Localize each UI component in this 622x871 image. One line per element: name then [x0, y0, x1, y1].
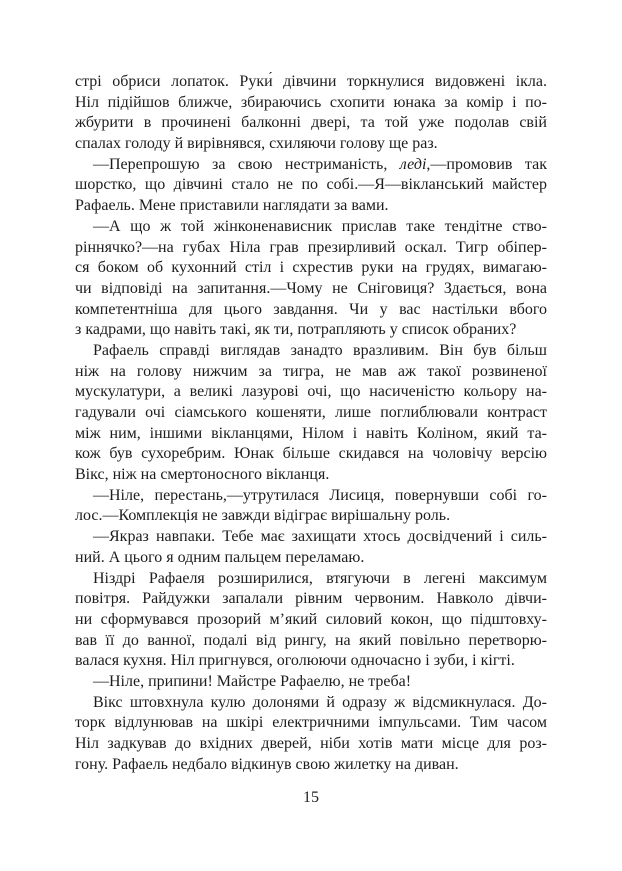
text-line: ни сформувався прозорий м’який силовий кокон, що підштовху- — [75, 610, 547, 628]
text-line: лос.—Комплекція не завжди відіграє вирішальну роль. — [75, 507, 451, 525]
text-line: мускулатури, а великі лазурові очі, що насиченістю кольору на- — [75, 383, 547, 401]
text-line: гадували очі сіамського кошеняти, лише поглиблювали контраст — [75, 404, 547, 421]
text-line: —Ніле, перестань,—утрутилася Лисиця, повернувши собі го- — [93, 486, 547, 504]
text-line: Ніл задкував до вхідних дверей, ніби хотів мати місце для роз- — [75, 735, 547, 752]
text-line: компетентніша для цього завдання. Чи у вас настільки вбого — [75, 300, 547, 318]
text-line: ся боком об кухонний стіл і схрестив руки на грудях, вимагаю- — [75, 259, 547, 277]
text-line: торк відлунював на шкірі електричними імпульсами. Тим часом — [75, 714, 547, 732]
page-text — [75, 72, 547, 775]
text-line: жбурити в прочинені балконні двері, та той уже подолав свій — [75, 114, 547, 132]
text-line: —Якраз навпаки. Тебе має захищати хтось досвідчений і силь- — [93, 528, 547, 546]
text-line: стрі обриси лопаток. Руки́ дівчини торкнулися видовжені ікла. — [75, 73, 547, 90]
text-line: —Перепрошую за свою нестриманість, леді,—промовив так — [93, 155, 547, 173]
text-line: між ним, іншими вікланцями, Нілом і навіть Коліном, який та- — [75, 424, 547, 442]
text-line: повітря. Райдужки запалали рівним червоним. Навколо дівчи- — [75, 590, 547, 608]
text-line: шорстко, що дівчині стало не по собі.—Я—вікланський майстер — [75, 176, 547, 194]
text-line: ріннячко?—на губах Ніла грав презирливий оскал. Тигр обіпер- — [75, 238, 547, 256]
text-line: валася кухня. Ніл пригнувся, оголюючи одночасно і зуби, і кігті. — [75, 652, 515, 670]
text-line: Рафаель. Мене приставили наглядати за вами. — [75, 197, 389, 215]
text-line: спалах голоду й вирівнявся, схиляючи голову ще раз. — [75, 135, 438, 153]
text-line: кож був сухоребрим. Юнак більше скидався на чоловічу версію — [75, 445, 547, 463]
text-line: —А що ж той жінконенависник прислав таке тендітне ство- — [93, 217, 547, 235]
text-line: Ніл підійшов ближче, збираючись схопити юнака за комір і по- — [75, 93, 547, 111]
text-line: ніж на голову нижчим за тигра, не мав аж такої розвиненої — [75, 362, 547, 380]
text-line: з кадрами, що навіть такі, як ти, потрапляють у список обраних? — [75, 321, 517, 339]
text-line: гону. Рафаель недбало відкинув свою жилетку на диван. — [75, 755, 459, 773]
text-line: Вікс, ніж на смертоносного вікланця. — [75, 466, 330, 484]
text-line: Ніздрі Рафаеля розширилися, втягуючи в легені максимум — [93, 569, 547, 587]
text-line: Рафаель справді виглядав занадто вразливим. Він був більш — [93, 341, 547, 359]
text-line: чи відповіді на запитання.—Чому не Сніговиця? Здається, вона — [75, 279, 547, 297]
text-line: Вікс штовхнула кулю долонями й одразу ж відсмикнулася. До- — [93, 693, 547, 711]
text-line: вав її до ванної, подалі від рингу, на який повільно перетворю- — [75, 631, 547, 649]
text-line: —Ніле, припини! Майстре Рафаелю, не треба! — [93, 672, 412, 690]
page-number: 15 — [303, 789, 319, 806]
text-line: ний. А цього я одним пальцем переламаю. — [75, 548, 365, 566]
